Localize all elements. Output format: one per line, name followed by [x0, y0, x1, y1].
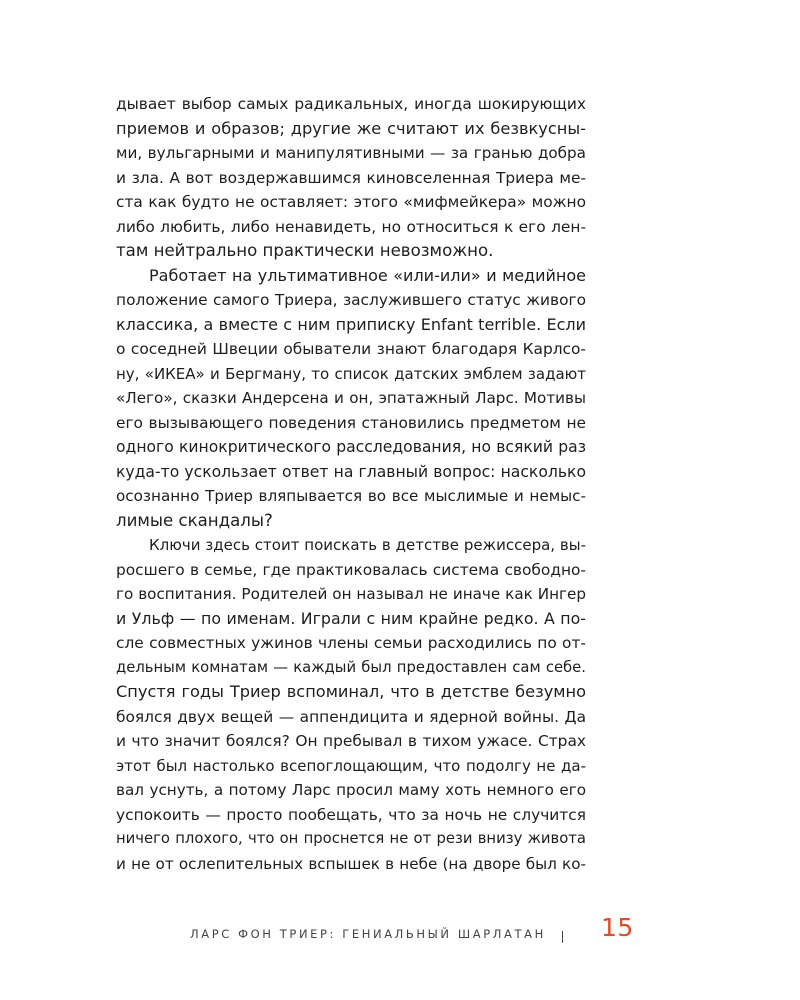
page-footer: [0, 912, 800, 952]
text-line: дывает выбор самых радикальных, иногда шокирующих: [116, 95, 586, 113]
text-line: о соседней Швеции обыватели знают благодаря Карлсо-: [116, 340, 586, 358]
text-line: его вызывающего поведения становились предметом не: [116, 413, 586, 432]
text-line: лимые скандалы?: [116, 510, 273, 530]
text-line: Спустя годы Триер вспоминал, что в детстве безумно: [116, 682, 586, 701]
text-line: росшего в семье, где практиковалась система свободно-: [116, 560, 586, 579]
text-line: дельным комнатам — каждый был предоставлен сам себе.: [116, 658, 586, 676]
text-line: и что значит боялся? Он пребывал в тихом ужасе. Страх: [116, 732, 586, 750]
text-line: сле совместных ужинов члены семьи расходились по от-: [116, 634, 586, 652]
paragraph: [116, 533, 586, 876]
text-line: и Ульф — по именам. Играли с ним крайне редко. А по-: [116, 608, 586, 628]
text-line: ну, «ИКЕА» и Бергману, то список датских эмблем задают: [116, 364, 586, 383]
paragraph: [116, 264, 586, 534]
text-line: Работает на ультимативное «или-или» и медийное: [149, 265, 586, 285]
text-line: одного кинокритического расследования, но всякий раз: [116, 438, 586, 456]
text-line: ми, вульгарными и манипулятивными — за гранью добра: [116, 144, 586, 162]
text-line: «Лего», сказки Андерсена и он, эпатажный Ларс. Мотивы: [116, 389, 586, 407]
text-line: классика, а вместе с ним приписку Enfant terrible. Если: [116, 314, 586, 334]
text-line: успокоить — просто пообещать, что за ночь не случится: [116, 805, 586, 824]
text-line: и не от ослепительных вспышек в небе (на дворе был ко-: [116, 854, 586, 873]
text-line: вал уснуть, а потому Ларс просил маму хоть немного его: [116, 781, 586, 799]
paragraph: [116, 92, 586, 264]
text-line: осознанно Триер вляпывается во все мыслимые и немыс-: [116, 487, 586, 505]
text-line: ничего плохого, что он проснется не от рези внизу живота: [116, 830, 586, 847]
running-head: ЛАРС ФОН ТРИЕР: ГЕНИАЛЬНЫЙ ШАРЛАТАН: [190, 927, 546, 941]
footer-separator: [562, 931, 563, 943]
page-number: 15: [601, 913, 634, 942]
text-line: приемов и образов; другие же считают их безвкусны-: [116, 118, 586, 138]
text-line: этот был настолько всепоглощающим, что подолгу не да-: [116, 756, 586, 775]
text-line: и зла. А вот воздержавшимся киновселенная Триера ме-: [116, 168, 586, 187]
text-line: Ключи здесь стоит поискать в детстве режиссера, вы-: [149, 536, 586, 554]
text-line: либо любить, либо ненавидеть, но относиться к его лен-: [116, 217, 586, 236]
text-line: куда-то ускользает ответ на главный вопрос: насколько: [116, 462, 586, 481]
text-line: там нейтрально практически невозможно.: [116, 241, 494, 260]
body-text: [116, 92, 586, 876]
text-line: положение самого Триера, заслужившего статус живого: [116, 291, 586, 309]
text-line: го воспитания. Родителей он называл не иначе как Ингер: [116, 585, 586, 603]
text-line: боялся двух вещей — аппендицита и ядерной войны. Да: [116, 707, 586, 726]
text-line: ста как будто не оставляет: этого «мифмейкера» можно: [116, 193, 586, 211]
